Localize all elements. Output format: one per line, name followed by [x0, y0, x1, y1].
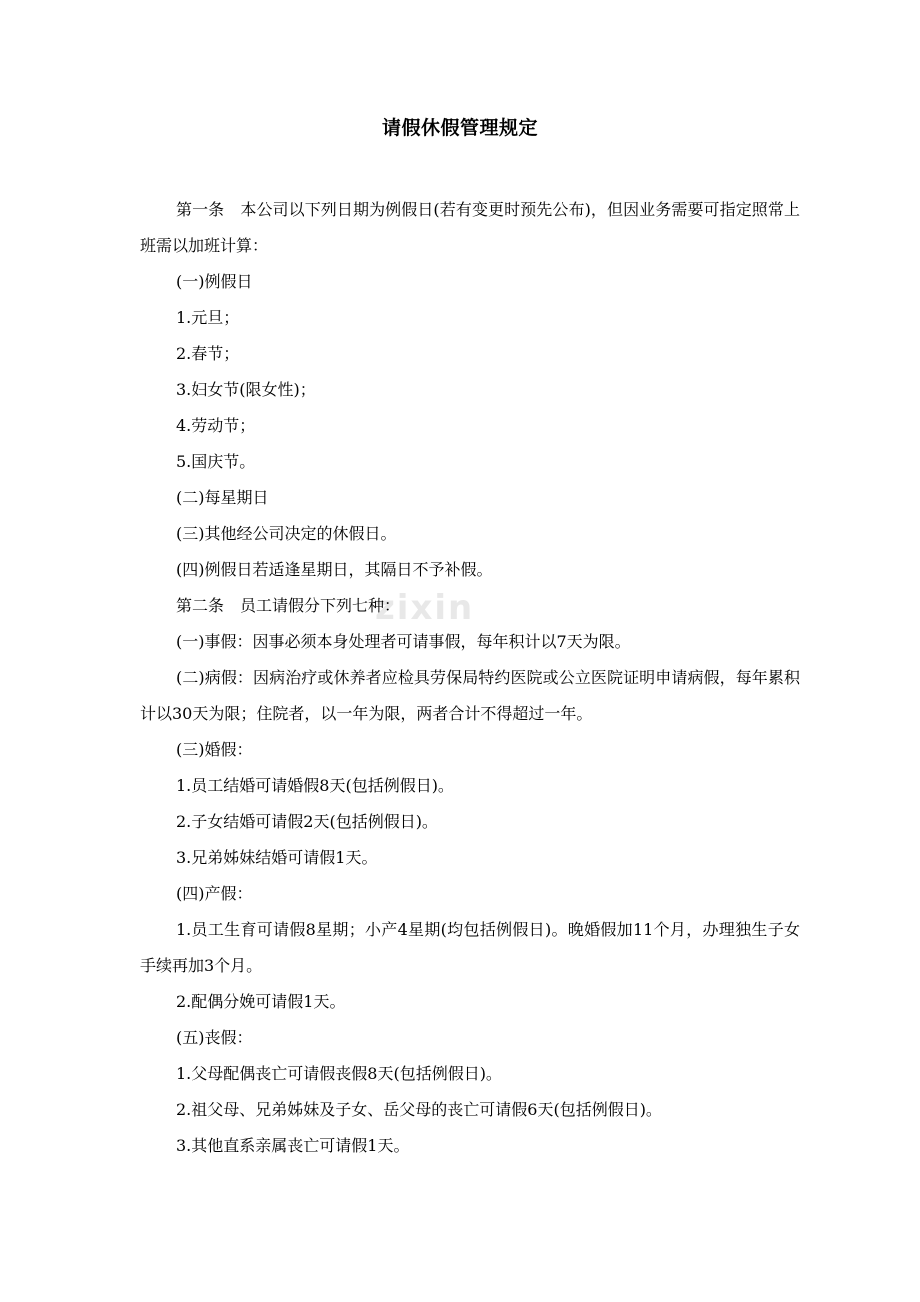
list-heading: (四)产假： [176, 884, 253, 903]
list-item: 4.劳动节； [176, 416, 256, 435]
list-heading: (一)例假日 [176, 272, 253, 291]
article-1: 第一条 本公司以下列日期为例假日(若有变更时预先公布)，但因业务需要可指定照常上班需以加班计算： [140, 200, 800, 255]
list-item: 3.兄弟姊妹结婚可请假1天。 [176, 848, 378, 867]
list-item: 3.妇女节(限女性)； [176, 380, 316, 399]
list-item: 5.国庆节。 [176, 452, 256, 471]
list-item: 1.元旦； [176, 308, 240, 327]
list-item: 2.春节； [176, 344, 240, 363]
list-heading: (三)其他经公司决定的休假日。 [176, 524, 397, 543]
watermark: zixin [375, 588, 475, 628]
list-heading: (二)病假：因病治疗或休养者应检具劳保局特约医院或公立医院证明申请病假，每年累积计以30天为限；住院者，以一年为限，两者合计不得超过一年。 [140, 668, 800, 723]
list-heading: (五)丧假： [176, 1028, 253, 1047]
document-body [140, 192, 800, 1164]
list-heading: (四)例假日若适逢星期日，其隔日不予补假。 [176, 560, 493, 579]
list-heading: (三)婚假： [176, 740, 253, 759]
list-item: 1.员工结婚可请婚假8天(包括例假日)。 [176, 776, 454, 795]
list-item: 1.父母配偶丧亡可请假丧假8天(包括例假日)。 [176, 1064, 502, 1083]
list-heading: (二)每星期日 [176, 488, 269, 507]
list-item: 2.祖父母、兄弟姊妹及子女、岳父母的丧亡可请假6天(包括例假日)。 [176, 1100, 662, 1119]
list-heading: (一)事假：因事必须本身处理者可请事假，每年积计以7天为限。 [176, 632, 631, 651]
list-item: 2.配偶分娩可请假1天。 [176, 992, 346, 1011]
document-title: 请假休假管理规定 [381, 117, 538, 139]
list-item: 2.子女结婚可请假2天(包括例假日)。 [176, 812, 438, 831]
list-item: 1.员工生育可请假8星期；小产4星期(均包括例假日)。晚婚假加11个月，办理独生子女手续再加3个月。 [140, 920, 800, 975]
list-item: 3.其他直系亲属丧亡可请假1天。 [176, 1136, 410, 1155]
article-2: 第二条 员工请假分下列七种： [176, 596, 401, 615]
